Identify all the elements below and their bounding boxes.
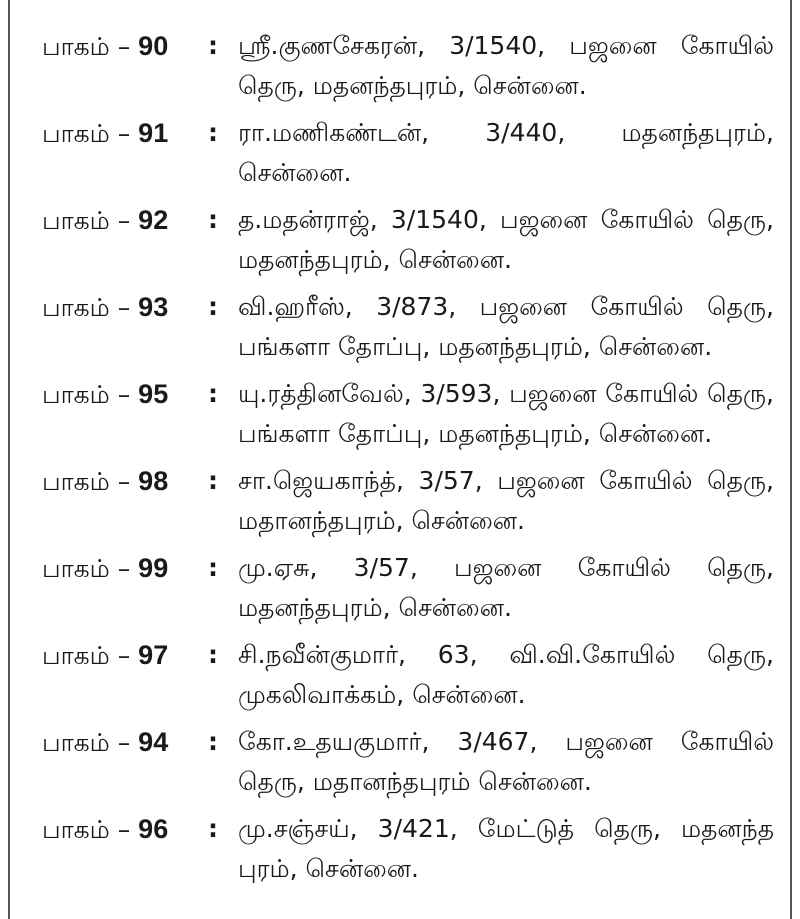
part-number: 91 xyxy=(138,118,169,148)
part-label xyxy=(42,809,208,850)
part-word: பாகம் – xyxy=(42,293,139,322)
part-word: பாகம் – xyxy=(42,206,139,235)
separator-colon: : xyxy=(208,727,218,756)
entry-part-91 xyxy=(42,113,782,193)
separator-colon: : xyxy=(208,553,218,582)
separator-colon: : xyxy=(208,292,218,321)
part-word: பாகம் – xyxy=(42,641,139,670)
entry-address: கோ.உதயகுமார், 3/467, பஜனை கோயில் தெரு, மதானந்தபுரம் சென்னை. xyxy=(238,727,774,796)
part-label xyxy=(42,287,208,328)
part-label xyxy=(42,26,208,67)
entry-address: சி.நவீன்குமார், 63, வி.வி.கோயில் தெரு, முகலிவாக்கம், சென்னை. xyxy=(238,640,774,709)
part-number: 94 xyxy=(138,727,169,757)
part-number: 92 xyxy=(138,205,169,235)
separator-colon: : xyxy=(208,205,218,234)
part-label xyxy=(42,461,208,502)
part-number: 97 xyxy=(138,640,169,670)
entry-part-93 xyxy=(42,287,782,367)
part-number: 96 xyxy=(138,814,169,844)
entry-part-99 xyxy=(42,548,782,628)
entry-part-98 xyxy=(42,461,782,541)
entry-part-94 xyxy=(42,722,782,802)
part-word: பாகம் – xyxy=(42,380,139,409)
part-word: பாகம் – xyxy=(42,815,139,844)
separator-colon: : xyxy=(208,814,218,843)
entry-address: சா.ஜெயகாந்த், 3/57, பஜனை கோயில் தெரு, மதானந்தபுரம், சென்னை. xyxy=(238,466,774,535)
entry-address: ஸ்ரீ.குணசேகரன், 3/1540, பஜனை கோயில் தெரு, மதனந்தபுரம், சென்னை. xyxy=(238,31,774,100)
part-label xyxy=(42,113,208,154)
entry-address: த.மதன்ராஜ், 3/1540, பஜனை கோயில் தெரு, மதனந்தபுரம், சென்னை. xyxy=(238,205,774,274)
separator-colon: : xyxy=(208,640,218,669)
part-number: 99 xyxy=(138,553,169,583)
entry-part-97 xyxy=(42,635,782,715)
entry-part-92 xyxy=(42,200,782,280)
part-word: பாகம் – xyxy=(42,728,139,757)
part-label xyxy=(42,200,208,241)
part-label xyxy=(42,548,208,589)
part-word: பாகம் – xyxy=(42,119,139,148)
part-number: 95 xyxy=(138,379,169,409)
entry-part-96 xyxy=(42,809,782,889)
entry-part-90 xyxy=(42,26,782,106)
part-word: பாகம் – xyxy=(42,467,139,496)
part-word: பாகம் – xyxy=(42,32,139,61)
part-word: பாகம் – xyxy=(42,554,139,583)
separator-colon: : xyxy=(208,379,218,408)
entry-list xyxy=(42,26,782,896)
separator-colon: : xyxy=(208,118,218,147)
part-label xyxy=(42,374,208,415)
entry-address: ரா.மணிகண்டன், 3/440, மதனந்தபுரம், சென்னை. xyxy=(238,118,774,187)
entry-part-95 xyxy=(42,374,782,454)
separator-colon: : xyxy=(208,466,218,495)
entry-address: யு.ரத்தினவேல், 3/593, பஜனை கோயில் தெரு, பங்களா தோப்பு, மதனந்தபுரம், சென்னை. xyxy=(238,379,774,448)
part-number: 90 xyxy=(138,31,169,61)
entry-address: மு.சஞ்சய், 3/421, மேட்டுத் தெரு, மதனந்த புரம், சென்னை. xyxy=(238,814,774,883)
part-label xyxy=(42,635,208,676)
separator-colon: : xyxy=(208,31,218,60)
entry-address: மு.ஏசு, 3/57, பஜனை கோயில் தெரு, மதனந்தபுரம், சென்னை. xyxy=(238,553,774,622)
entry-address: வி.ஹரீஸ், 3/873, பஜனை கோயில் தெரு, பங்களா தோப்பு, மதனந்தபுரம், சென்னை. xyxy=(238,292,774,361)
part-number: 93 xyxy=(138,292,169,322)
part-number: 98 xyxy=(138,466,169,496)
part-label xyxy=(42,722,208,763)
